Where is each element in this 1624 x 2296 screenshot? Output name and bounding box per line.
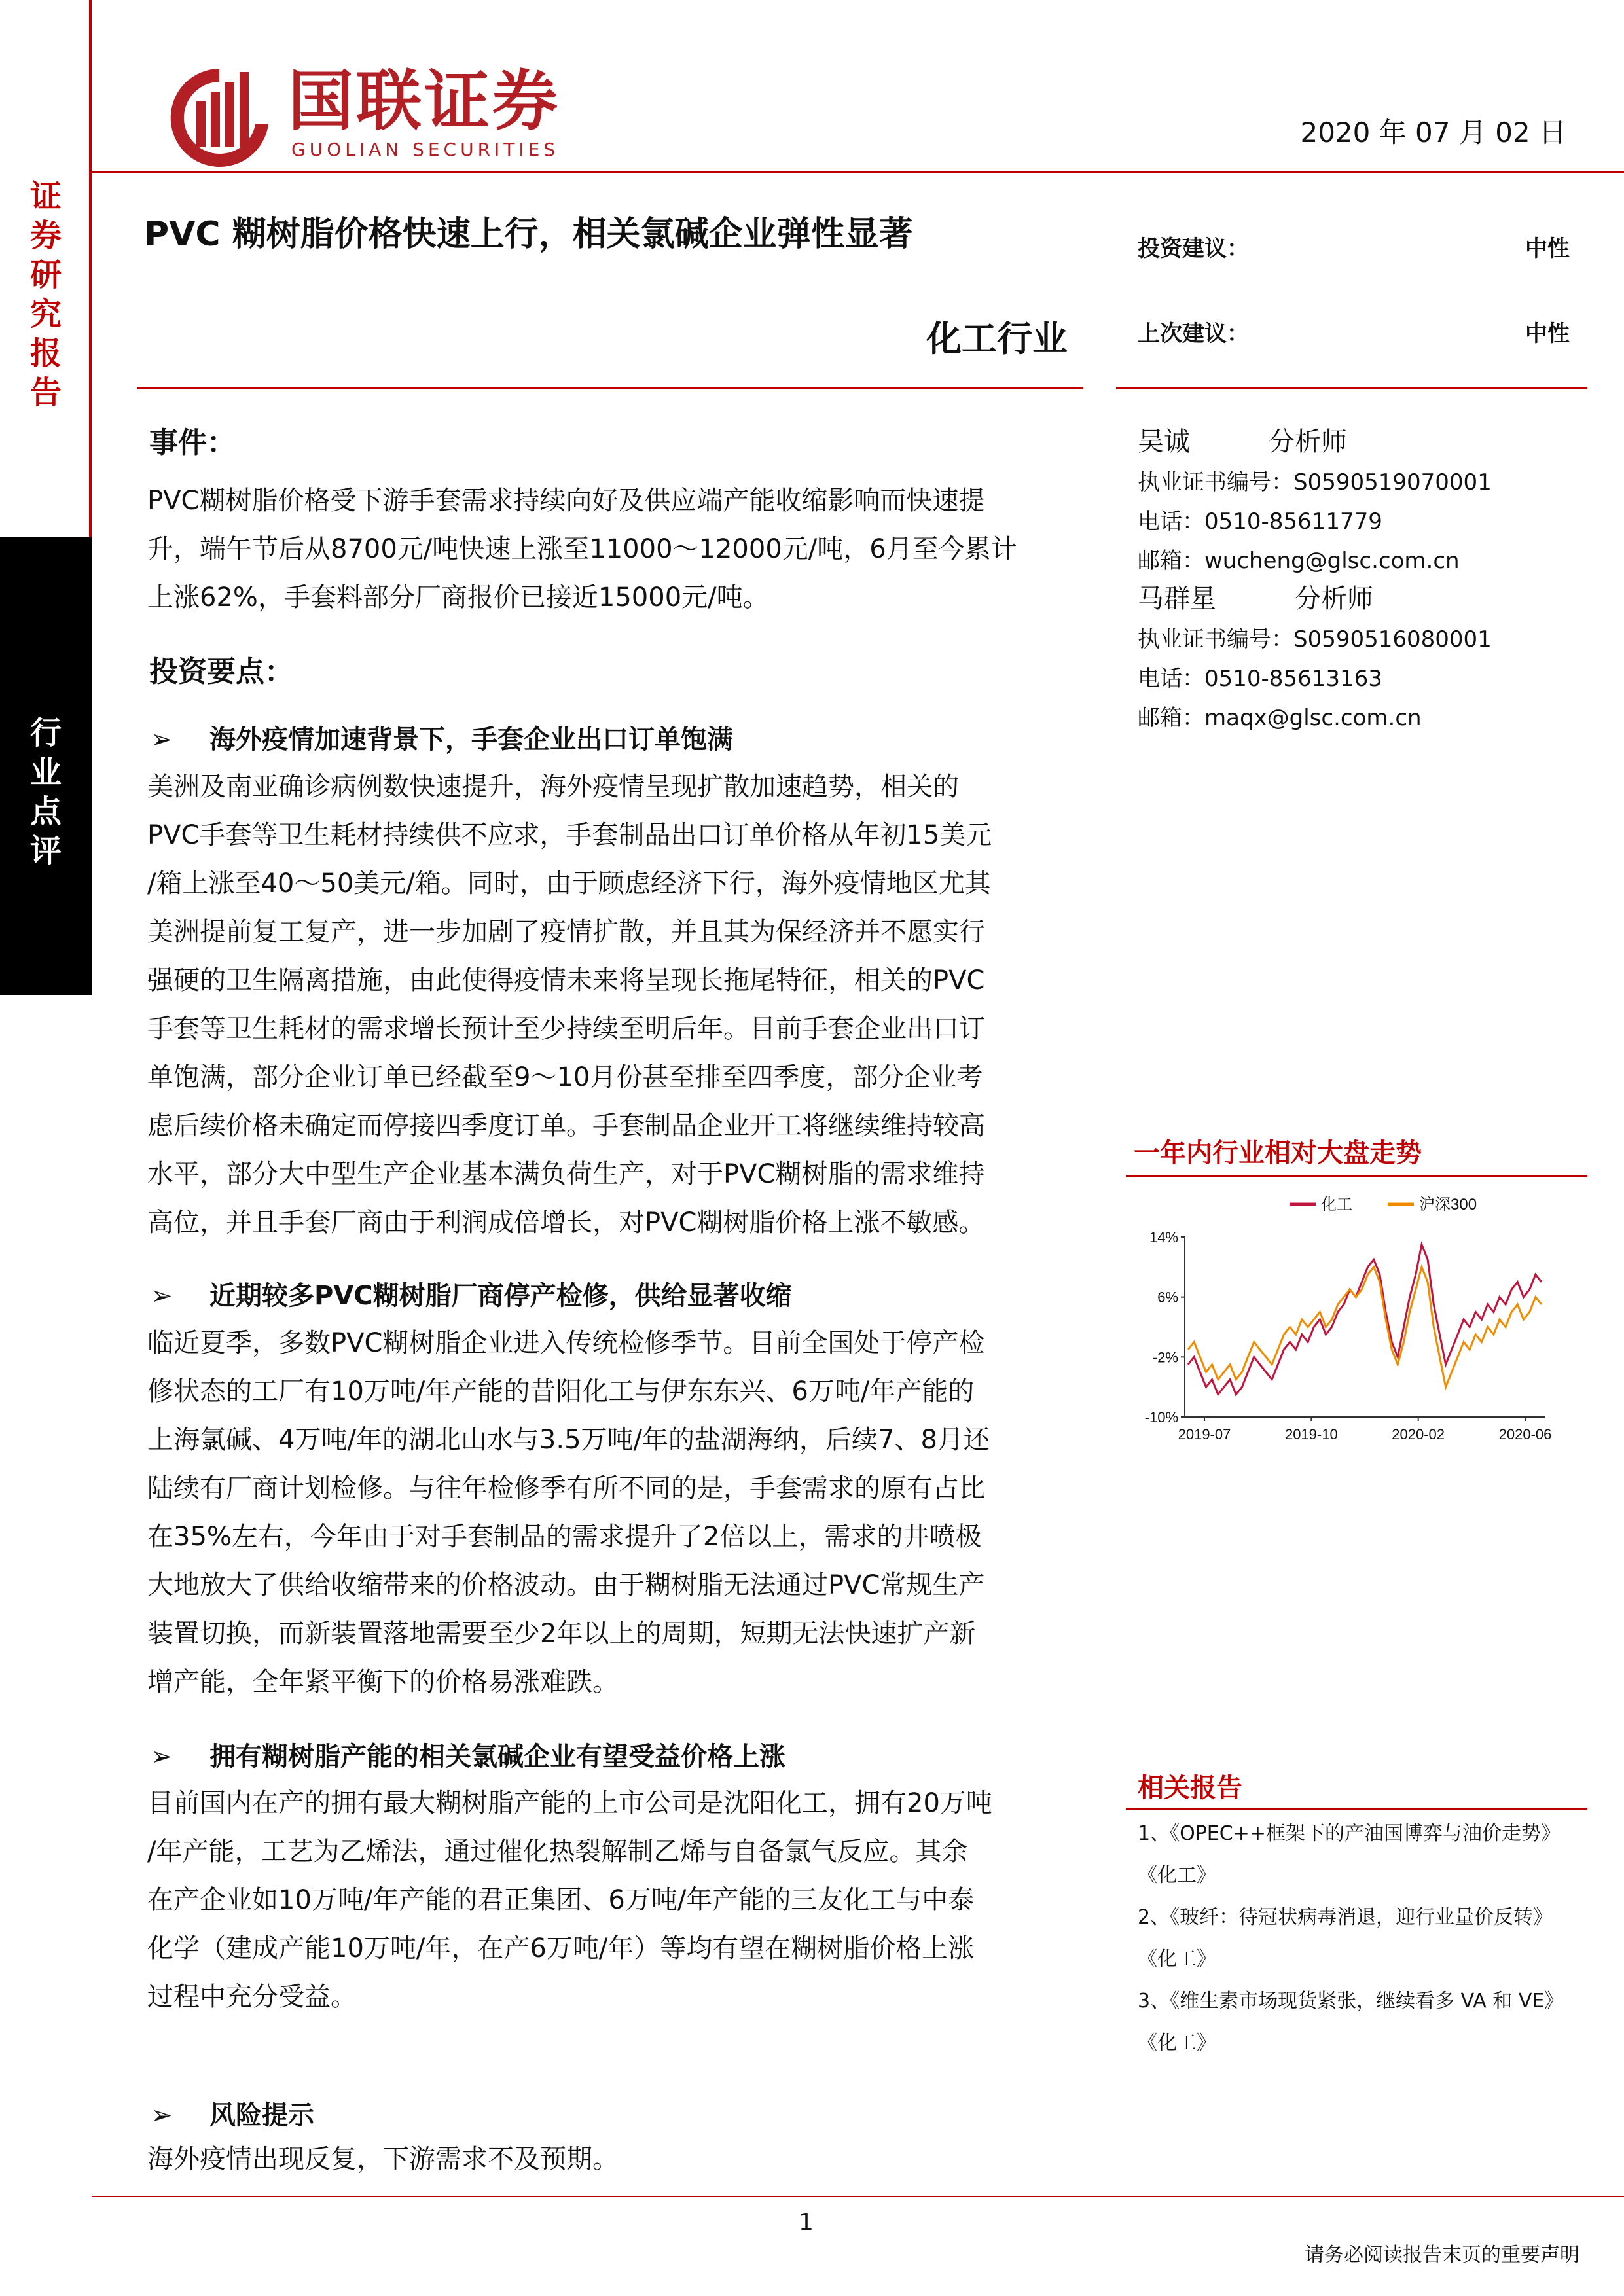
sidebar-char: 告 xyxy=(29,374,62,411)
related-report-item[interactable] xyxy=(1138,1897,1553,1981)
bullet-arrow-icon: ➢ xyxy=(151,2100,173,2130)
cert-label: 执业证书编号： xyxy=(1138,469,1293,495)
text-line: 单饱满，部分企业订单已经截至9～10月份甚至排至四季度，部分企业考 xyxy=(147,1062,983,1092)
legend-label: 沪深300 xyxy=(1419,1196,1477,1213)
legend-label: 化工 xyxy=(1321,1196,1352,1213)
event-heading: 事件： xyxy=(149,426,236,459)
risk-title xyxy=(151,2094,314,2132)
sidebar-char: 报 xyxy=(29,335,62,372)
invest-rating-value: 中性 xyxy=(1525,236,1570,262)
tel-label: 电话： xyxy=(1138,509,1204,535)
text-line: 升，端午节后从8700元/吨快速上涨至11000～12000元/吨，6月至今累计 xyxy=(147,534,1017,564)
text-line: 手套等卫生耗材的需求增长预计至少持续至明后年。目前手套企业出口订 xyxy=(147,1014,985,1044)
text-line: 上海氯碱、4万吨/年的湖北山水与3.5万吨/年的盐湖海纳，后续7、8月还 xyxy=(147,1425,990,1455)
analyst-card xyxy=(1138,422,1492,581)
text-line: 上涨62%，手套料部分厂商报价已接近15000元/吨。 xyxy=(147,583,769,613)
text-line: PVC糊树脂价格受下游手套需求持续向好及供应端产能收缩影响而快速提 xyxy=(147,486,985,516)
series-line-2 xyxy=(1188,1267,1542,1387)
y-tick-label: -2% xyxy=(1152,1349,1178,1366)
risk-body xyxy=(147,2135,1060,2183)
sidebar-char: 券 xyxy=(29,217,62,254)
point-title-text: 拥有糊树脂产能的相关氯碱企业有望受益价格上涨 xyxy=(209,1742,785,1772)
guolian-logo-icon xyxy=(157,62,275,173)
related-divider xyxy=(1126,1808,1587,1810)
point-title-text: 海外疫情加速背景下，手套企业出口订单饱满 xyxy=(209,725,733,755)
report-title: PVC 糊树脂价格快速上行，相关氯碱企业弹性显著 xyxy=(144,215,913,254)
tel-label: 电话： xyxy=(1138,666,1204,692)
text-line: 增产能，全年紧平衡下的价格易涨难跌。 xyxy=(147,1667,619,1697)
mail-label: 邮箱： xyxy=(1138,705,1204,731)
sidebar-report-type xyxy=(0,0,92,537)
analyst-name: 吴诚 xyxy=(1138,427,1190,457)
text-line: 强硬的卫生隔离措施，由此使得疫情未来将呈现长拖尾特征，相关的PVC xyxy=(147,965,985,996)
text-line: 修状态的工厂有10万吨/年产能的昔阳化工与伊东东兴、6万吨/年产能的 xyxy=(147,1376,975,1407)
point-3-body xyxy=(147,1779,1060,2021)
point-1-body xyxy=(147,762,1060,1247)
related-report-item[interactable] xyxy=(1138,1813,1561,1897)
text-line: 临近夏季，多数PVC糊树脂企业进入传统检修季节。目前全国处于停产检 xyxy=(147,1328,985,1358)
risk-title-text: 风险提示 xyxy=(209,2100,314,2130)
x-tick-label: 2020-06 xyxy=(1498,1426,1552,1443)
industry-label: 化工行业 xyxy=(926,318,1068,359)
text-line: 在35%左右，今年由于对手套制品的需求提升了2倍以上，需求的井喷极 xyxy=(147,1522,982,1552)
text-line: 目前国内在产的拥有最大糊树脂产能的上市公司是沈阳化工，拥有20万吨 xyxy=(147,1788,992,1818)
related-report-item[interactable] xyxy=(1138,1981,1564,2064)
analyst-email[interactable]: wucheng@glsc.com.cn xyxy=(1204,548,1460,574)
y-tick-label: -10% xyxy=(1144,1409,1178,1426)
analyst-role: 分析师 xyxy=(1269,427,1347,457)
point-2-title xyxy=(151,1275,792,1312)
sidebar-category xyxy=(0,537,92,995)
chart-title: 一年内行业相对大盘走势 xyxy=(1134,1138,1422,1168)
analyst-email[interactable]: maqx@glsc.com.cn xyxy=(1204,705,1422,731)
tel-number: 0510-85611779 xyxy=(1204,509,1382,535)
bullet-arrow-icon: ➢ xyxy=(151,725,173,755)
prev-rating-value: 中性 xyxy=(1525,321,1570,347)
text-line: 水平，部分大中型生产企业基本满负荷生产，对于PVC糊树脂的需求维持 xyxy=(147,1159,985,1189)
text-line: 装置切换，而新装置落地需要至少2年以上的周期，短期无法快速扩产新 xyxy=(147,1619,976,1649)
chart-title-divider xyxy=(1126,1175,1587,1177)
relative-trend-chart xyxy=(1126,1185,1584,1460)
analyst-card xyxy=(1138,579,1492,738)
related-report-tag: 《化工》 xyxy=(1138,1948,1216,1971)
logo-text-en: GUOLIAN SECURITIES xyxy=(291,139,560,160)
text-line: 海外疫情出现反复，下游需求不及预期。 xyxy=(147,2144,619,2174)
analyst-role: 分析师 xyxy=(1295,584,1373,614)
x-tick-label: 2020-02 xyxy=(1392,1426,1445,1443)
footer-divider xyxy=(92,2196,1624,2197)
text-line: /年产能，工艺为乙烯法，通过催化热裂解制乙烯与自备氯气反应。其余 xyxy=(147,1837,968,1867)
bullet-arrow-icon: ➢ xyxy=(151,1281,173,1311)
text-line: /箱上涨至40～50美元/箱。同时，由于顾虑经济下行，海外疫情地区尤其 xyxy=(147,869,991,899)
related-report-title[interactable]: 2、《玻纤：待冠状病毒消退，迎行业量价反转》 xyxy=(1138,1906,1553,1929)
prev-rating-label: 上次建议： xyxy=(1138,321,1249,347)
sidebar-char: 点 xyxy=(29,793,62,830)
bullet-arrow-icon: ➢ xyxy=(151,1742,173,1772)
related-report-title[interactable]: 3、《维生素市场现货紧张，继续看多 VA 和 VE》 xyxy=(1138,1990,1564,2013)
text-line: 虑后续价格未确定而停接四季度订单。手套制品企业开工将继续维持较高 xyxy=(147,1111,985,1141)
sidebar-char: 研 xyxy=(29,257,62,293)
text-line: 美洲及南亚确诊病例数快速提升，海外疫情呈现扩散加速趋势，相关的 xyxy=(147,772,959,802)
related-reports-heading: 相关报告 xyxy=(1138,1773,1242,1803)
title-divider xyxy=(137,387,1083,389)
text-line: 过程中充分受益。 xyxy=(147,1982,357,2012)
x-tick-label: 2019-07 xyxy=(1178,1426,1231,1443)
related-report-tag: 《化工》 xyxy=(1138,2032,1216,2054)
x-tick-label: 2019-10 xyxy=(1284,1426,1338,1443)
text-line: PVC手套等卫生耗材持续供不应求，手套制品出口订单价格从年初15美元 xyxy=(147,820,992,850)
text-line: 陆续有厂商计划检修。与往年检修季有所不同的是，手套需求的原有占比 xyxy=(147,1473,985,1503)
text-line: 高位，并且手套厂商由于利润成倍增长，对PVC糊树脂价格上涨不敏感。 xyxy=(147,1208,985,1238)
cert-number: S0590519070001 xyxy=(1293,469,1492,495)
sidebar-divider xyxy=(1116,387,1587,389)
related-report-tag: 《化工》 xyxy=(1138,1864,1216,1887)
event-body xyxy=(147,476,1060,622)
point-1-title xyxy=(151,719,733,756)
sidebar-char: 究 xyxy=(29,296,62,332)
text-line: 美洲提前复工复产，进一步加剧了疫情扩散，并且其为保经济并不愿实行 xyxy=(147,917,985,947)
text-line: 大地放大了供给收缩带来的价格波动。由于糊树脂无法通过PVC常规生产 xyxy=(147,1570,985,1600)
page-number: 1 xyxy=(799,2209,814,2236)
sidebar-char: 行 xyxy=(29,715,62,751)
cert-number: S0590516080001 xyxy=(1293,626,1492,653)
point-2-body xyxy=(147,1319,1060,1706)
disclaimer-note: 请务必阅读报告末页的重要声明 xyxy=(1305,2244,1579,2267)
report-date: 2020 年 07 月 02 日 xyxy=(1300,117,1566,149)
text-line: 化学（建成产能10万吨/年，在产6万吨/年）等均有望在糊树脂价格上涨 xyxy=(147,1933,975,1964)
sidebar-char: 证 xyxy=(29,178,62,215)
sidebar-top-label xyxy=(0,177,92,412)
sidebar-char: 业 xyxy=(29,754,62,791)
header-divider xyxy=(92,171,1624,173)
text-line: 在产企业如10万吨/年产能的君正集团、6万吨/年产能的三友化工与中泰 xyxy=(147,1885,975,1915)
related-report-title[interactable]: 1、《OPEC++框架下的产油国博弈与油价走势》 xyxy=(1138,1822,1561,1845)
sidebar-bottom-label xyxy=(0,713,92,870)
analyst-name: 马群星 xyxy=(1138,584,1216,614)
tel-number: 0510-85613163 xyxy=(1204,666,1382,692)
y-tick-label: 14% xyxy=(1149,1229,1178,1246)
invest-rating-label: 投资建议： xyxy=(1138,236,1249,262)
sidebar-char: 评 xyxy=(29,833,62,869)
point-3-title xyxy=(151,1736,785,1773)
mail-label: 邮箱： xyxy=(1138,548,1204,574)
logo-text-cn: 国联证券 xyxy=(288,63,560,139)
point-title-text: 近期较多PVC糊树脂厂商停产检修，供给显著收缩 xyxy=(209,1281,792,1311)
points-heading: 投资要点： xyxy=(149,655,293,689)
y-tick-label: 6% xyxy=(1157,1289,1178,1306)
cert-label: 执业证书编号： xyxy=(1138,626,1293,653)
